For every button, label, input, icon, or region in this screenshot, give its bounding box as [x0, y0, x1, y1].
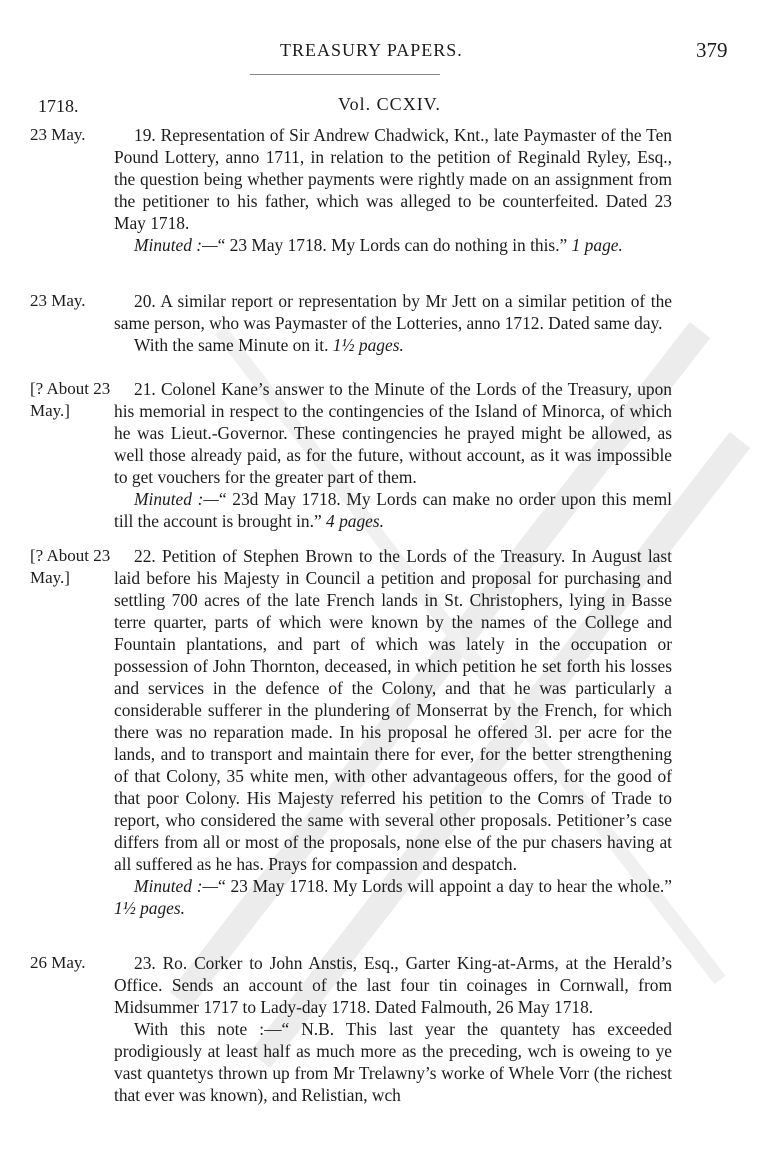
entry-text: 22. Petition of Stephen Brown to the Lords of the Treasury. In August last laid before his Majesty in Council a petition and proposal for purchasing and settling 700 acres of the late French lands in St. Christophers, lying in Basse terre quarter, parts of which were known by the names of the College and Fountain plantations, and part of which was lately in the occupation or possession of John Thornton, deceased, in which petition he set forth his losses and services in the defence of the Colony, and that he was particularly a considerable sufferer in the plundering of Monserrat by the French, for which there was no reparation made. In his proposal he offered 3l. per acre for the lands, and to transport and maintain there for ever, for the better strengthening of that Colony, 35 white men, with other advantageous offers, for the good of that poor Colony. His Majesty referred his petition to the Comrs of Trade to report, who considered the same with several other proposals. Petitioner’s case differs from all or most of the proposals, none else of the pur chasers having at all suffered as he has. Prays for compassion and despatch.	[114, 546, 672, 874]
entry-minute	[114, 875, 672, 919]
page-count: 1 page.	[571, 235, 623, 255]
page-count: 1½ pages.	[114, 898, 186, 918]
entry-minute	[114, 334, 672, 356]
entry-body	[114, 290, 672, 356]
minute-text: “ 23 May 1718. My Lords can do nothing in this.”	[217, 235, 568, 255]
minute-label: Minuted :—	[134, 876, 218, 896]
entry-text: 21. Colonel Kane’s answer to the Minute of the Lords of the Treasury, upon his memorial in respect to the contingencies of the Island of Minorca, of which he was Lieut.-Governor. These contingencies he prayed might be allowed, as well those already paid, as for the future, without account, as it was impossible to get vouchers for the greater part of them.	[114, 379, 672, 487]
year-label: 1718.	[38, 96, 79, 116]
volume-heading: Vol. CCXIV.	[338, 94, 441, 114]
page-count: 1½ pages.	[332, 335, 404, 355]
entry-date: [? About 23 May.]	[30, 379, 111, 420]
running-title: TREASURY PAPERS.	[280, 40, 463, 60]
entry-body	[114, 124, 672, 256]
entry-text: 20. A similar report or representation by Mr Jett on a similar petition of the same person, who was Paymaster of the Lotteries, anno 1712. Dated same day.	[114, 291, 672, 333]
entry-minute	[114, 488, 672, 532]
minute-text: With this note :—“ N.B. This last year the quantety has exceeded prodigiously at least half as much more as the preceding, wch is oweing to ye vast quantetys thrown up from Mr Trelawny’s worke of Whele Vorr (the richest that ever was known), and Relistian, wch	[114, 1019, 672, 1105]
minute-text: With the same Minute on it.	[134, 335, 329, 355]
entry-date: 26 May.	[30, 953, 86, 972]
entry-minute	[114, 1018, 672, 1106]
entry-body	[114, 545, 672, 919]
entry-text: 19. Representation of Sir Andrew Chadwick, Knt., late Paymaster of the Ten Pound Lottery, anno 1711, in relation to the petition of Reginald Ryley, Esq., the question being whether payments were rightly made on an assignment from the petitioner to his father, which was alleged to be counterfeited. Dated 23 May 1718.	[114, 125, 672, 233]
entry-date: [? About 23 May.]	[30, 546, 111, 587]
minute-text: “ 23d May 1718. My Lords can make no order upon this meml till the account is brought in.”	[114, 489, 672, 531]
entry-date: 23 May.	[30, 291, 86, 310]
entry-body	[114, 378, 672, 532]
header-divider	[250, 74, 440, 75]
minute-text: “ 23 May 1718. My Lords will appoint a day to hear the whole.”	[217, 876, 672, 896]
entry-text: 23. Ro. Corker to John Anstis, Esq., Garter King-at-Arms, at the Herald’s Office. Sends an account of the last four tin coinages in Cornwall, from Midsummer 1717 to Lady-day 1718. Dated Falmouth, 26 May 1718.	[114, 953, 672, 1017]
entry-date: 23 May.	[30, 125, 86, 144]
minute-label: Minuted :—	[134, 489, 219, 509]
entry-minute	[114, 234, 672, 256]
entry-body	[114, 952, 672, 1106]
page-number: 379	[696, 38, 728, 62]
page-count: 4 pages.	[326, 511, 385, 531]
minute-label: Minuted :—	[134, 235, 218, 255]
